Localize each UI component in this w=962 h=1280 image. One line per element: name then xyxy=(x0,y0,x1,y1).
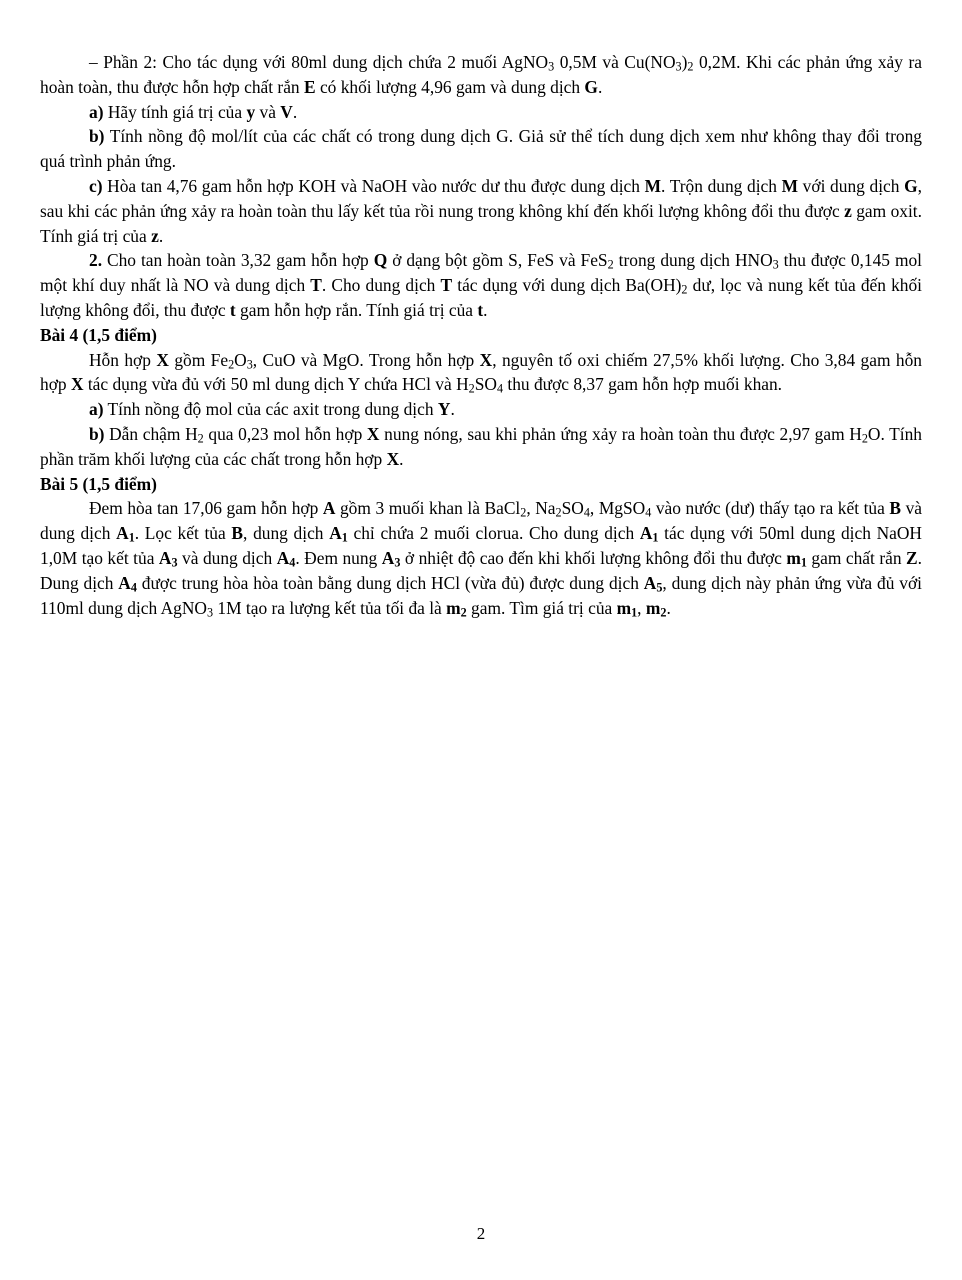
question-3c: c) Hòa tan 4,76 gam hỗn hợp KOH và NaOH vào nước dư thu được dung dịch M. Trộn dung dịch M với dung dịch G, sau khi các phản ứng xảy ra hoàn toàn thu lấy kết tủa rồi nung trong không khí đến khối lượng không đổi thu được z gam oxit. Tính giá trị của z. xyxy=(40,175,922,246)
section-heading-bai-4: Bài 4 (1,5 điểm) xyxy=(40,324,157,345)
question-4a: a) Tính nồng độ mol của các axit trong dung dịch Y. xyxy=(89,399,455,420)
question-3-2: 2. Cho tan hoàn toàn 3,32 gam hỗn hợp Q ở dạng bột gồm S, FeS và FeS$_2$ trong dung dịch $HNO_3$ thu được 0,145 mol một khí duy nhất là NO và dung dịch T. Cho dung dịch T tác dụng với dung dịch $Ba(OH)_2$ dư, lọc và nung kết tủa đến khối lượng không đổi, thu được t gam hỗn hợp rắn. Tính giá trị của t. xyxy=(40,250,922,320)
page-number: 2 xyxy=(476,1224,486,1243)
bai-5-body: Đem hòa tan 17,06 gam hỗn hợp A gồm 3 muối khan là BaCl$_2$, $Na_2SO_4$, MgSO$_4$ vào nước (dư) thấy tạo ra kết tủa B và dung dịch $A_1$. Lọc kết tủa B, dung dịch $A_1$ chỉ chứa 2 muối clorua. Cho dung dịch $A_1$ tác dụng với 50ml dung dịch NaOH 1,0M tạo kết tủa $A_3$ và dung dịch $A_4$. Đem nung $A_3$ ở nhiệt độ cao đến khi khối lượng không đổi thu được $m_1$ gam chất rắn Z. Dung dịch $A_4$ được trung hòa hòa toàn bằng dung dịch HCl (vừa đủ) được dung dịch $A_5$, dung dịch này phản ứng vừa đủ với 110ml dung dịch AgNO$_3$ 1M tạo ra lượng kết tủa tối đa là $m_2$ gam. Tìm giá trị của $m_1$, $m_2$. xyxy=(40,498,922,620)
part2-paragraph: – Phần 2: Cho tác dụng với 80ml dung dịch chứa 2 muối AgNO$_3$ 0,5M và $Cu(NO_3)_2$ 0,2M. Khi các phản ứng xảy ra hoàn toàn, thu được hỗn hợp chất rắn E có khối lượng 4,96 gam và dung dịch G. xyxy=(40,52,922,97)
question-3a: a) Hãy tính giá trị của y và V. xyxy=(89,101,298,122)
question-3b: b) Tính nồng độ mol/lít của các chất có trong dung dịch G. Giả sử thể tích dung dịch xem như không thay đổi trong quá trình phản ứng. xyxy=(40,126,922,172)
bai-4-intro: Hỗn hợp X gồm $Fe_2O_3$, CuO và MgO. Trong hỗn hợp X, nguyên tố oxi chiếm 27,5% khối lượng. Cho 3,84 gam hỗn hợp X tác dụng vừa đủ với 50 ml dung dịch Y chứa HCl và $H_2SO_4$ thu được 8,37 gam hỗn hợp muối khan. xyxy=(40,349,922,397)
question-4b: b) Dẫn chậm $H_2$ qua 0,23 mol hỗn hợp X nung nóng, sau khi phản ứng xảy ra hoàn toàn thu được 2,97 gam $H_2O$. Tính phần trăm khối lượng của các chất trong hỗn hợp X. xyxy=(40,423,922,469)
section-heading-bai-5: Bài 5 (1,5 điểm) xyxy=(40,473,157,494)
document-body xyxy=(40,50,922,620)
